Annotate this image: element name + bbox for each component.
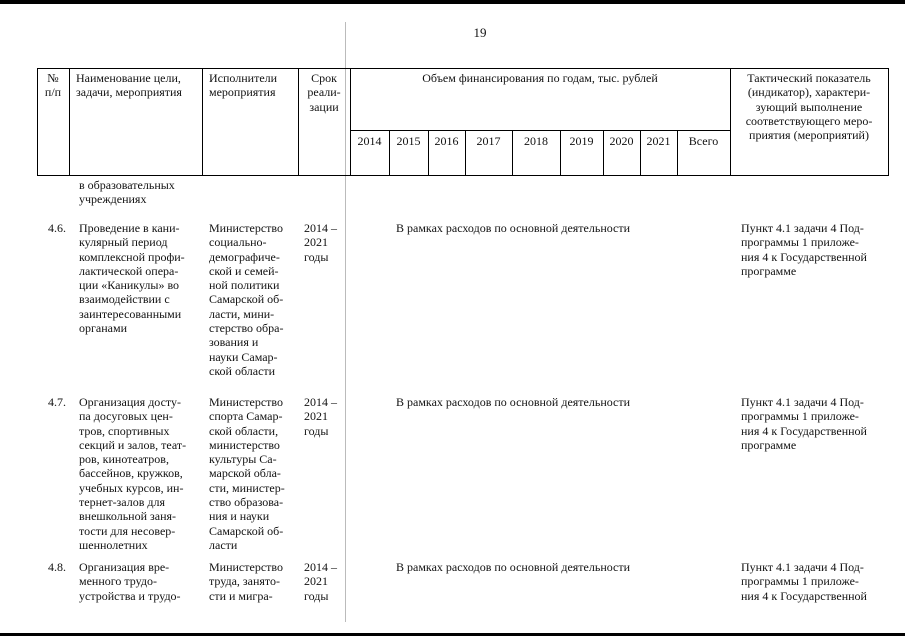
year-2018: 2018 — [524, 134, 548, 148]
year-2020: 2020 — [609, 134, 634, 148]
year-2019: 2019 — [569, 134, 594, 148]
col-border-2 — [202, 68, 203, 176]
row-4-7-executors: Министерство спорта Самар- ской области, министерство культуры Са- марской обла- сти, министер- ство образова- ния и науки Самарской об- ласти — [209, 395, 285, 552]
row-4-7-indicator: Пункт 4.1 задачи 4 Под- программы 1 приложе- ния 4 к Государственной программе — [741, 395, 867, 452]
row-4-8-name: Организация вре- менного трудо- устройства и трудо- — [79, 560, 181, 603]
row-4-8-financing: В рамках расходов по основной деятельности — [396, 560, 631, 574]
row-4-8-indicator: Пункт 4.1 задачи 4 Под- программы 1 приложе- ния 4 к Государственной — [741, 560, 867, 603]
year-2015: 2015 — [396, 134, 421, 148]
header-executors: Исполнители мероприятия — [209, 71, 278, 100]
header-bottom-rule — [37, 175, 889, 176]
row-4-6-indicator: Пункт 4.1 задачи 4 Под- программы 1 приложе- ния 4 к Государственной программе — [741, 221, 867, 278]
header-indicator: Тактический показатель (индикатор), характери- зующий выполнение соответствующего меро- приятия (мероприятий) — [745, 71, 873, 143]
year-2016: 2016 — [434, 134, 459, 148]
row-4-7-financing: В рамках расходов по основной деятельности — [396, 395, 631, 409]
header-num: № п/п — [44, 71, 62, 100]
row-4-8-num: 4.8. — [48, 560, 66, 574]
col-border-1 — [69, 68, 70, 176]
row-4-7-term: 2014 – 2021 годы — [304, 395, 337, 438]
header-term: Срок реали- зации — [307, 71, 341, 114]
row-4-8-executors: Министерство труда, занято- сти и мигра- — [209, 560, 283, 603]
header-top-rule — [37, 68, 889, 69]
continuation-text: в образовательных учреждениях — [79, 178, 175, 207]
year-2021: 2021 — [646, 134, 671, 148]
header-name: Наименование цели, задачи, мероприятия — [76, 71, 182, 100]
row-4-6-num: 4.6. — [48, 221, 66, 235]
bottom-border-line — [0, 633, 905, 636]
row-4-8-term: 2014 – 2021 годы — [304, 560, 337, 603]
row-4-7-name: Организация досту- па досуговых цен- тров, спортивных секций и залов, теат- ров, кинотеатров, бассейнов, кружков, учебных курсов, ин- тернет-залов для внешкольной заня- тости для несовер- шеннолетних — [79, 395, 187, 552]
row-4-7-num: 4.7. — [48, 395, 66, 409]
col-border-6 — [888, 68, 889, 176]
year-2017: 2017 — [476, 134, 501, 148]
row-4-6-name: Проведение в кани- кулярный период комплексной профи- лактической опера- ции «Каникулы» во взаимодействии с заинтересованными органами — [79, 221, 185, 336]
top-border-line — [0, 0, 905, 4]
header-financing: Объем финансирования по годам, тыс. рублей — [422, 71, 658, 85]
years-row-rule — [350, 130, 730, 131]
row-4-6-term: 2014 – 2021 годы — [304, 221, 337, 264]
row-4-6-executors: Министерство социально- демографиче- ской и семей- ной политики Самарской об- ласти, мини- стерство обра- зования и науки Самар- ской области — [209, 221, 284, 378]
year-total: Всего — [688, 134, 719, 148]
page-number: 19 — [473, 25, 487, 40]
year-2014: 2014 — [357, 134, 382, 148]
row-4-6-financing: В рамках расходов по основной деятельности — [396, 221, 631, 235]
